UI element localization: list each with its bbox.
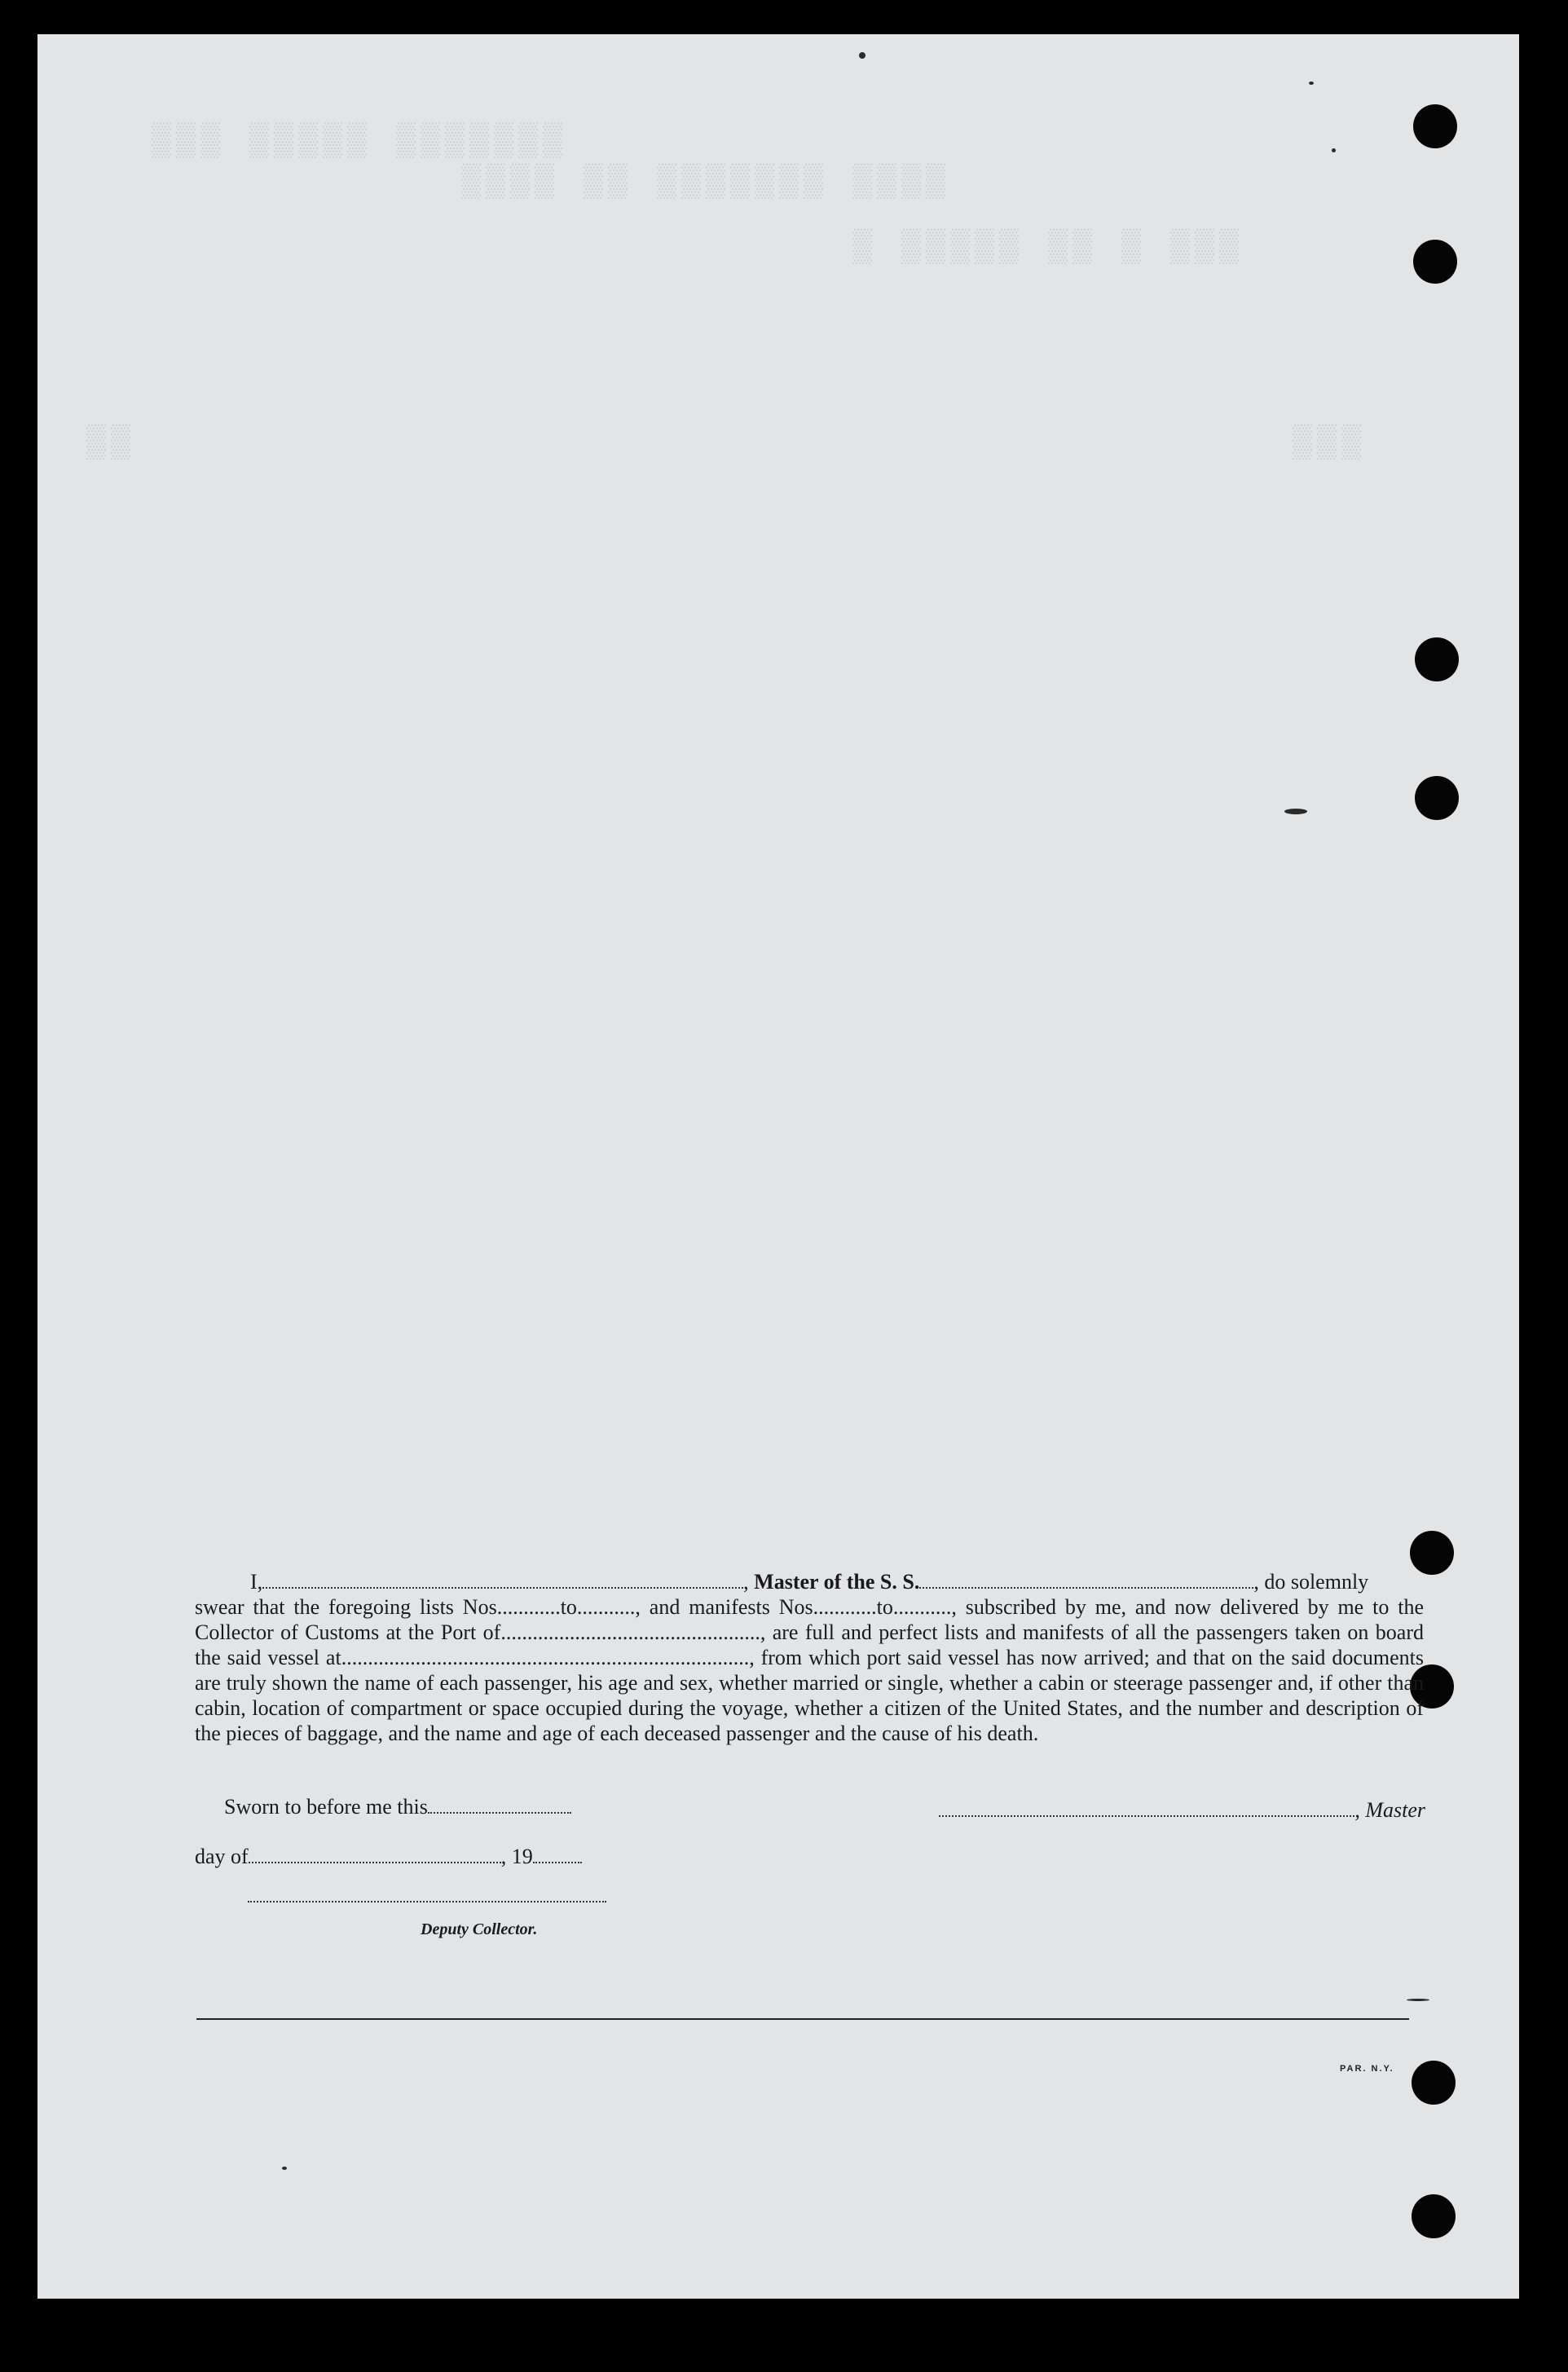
master-signature-label: Master bbox=[1365, 1798, 1425, 1822]
speck bbox=[282, 2167, 287, 2170]
deputy-collector-label: Deputy Collector. bbox=[421, 1920, 538, 1938]
master-oath-paragraph bbox=[195, 1569, 1424, 1746]
sworn-label: Sworn to before me this bbox=[224, 1795, 428, 1819]
sworn-before-me bbox=[224, 1795, 571, 1819]
bleed-through-mark: ▒▒▒▒ ▒▒ ▒▒▒▒▒▒▒ ▒▒▒▒ bbox=[461, 165, 951, 201]
oath-first-line bbox=[195, 1569, 1424, 1594]
bottom-rule bbox=[196, 2018, 1409, 2020]
speck bbox=[1284, 809, 1307, 814]
punch-hole bbox=[1415, 637, 1459, 681]
master-signature bbox=[939, 1798, 1425, 1823]
speck bbox=[1332, 148, 1336, 152]
year-prefix: , 19 bbox=[500, 1845, 533, 1868]
oath-comma: , bbox=[743, 1570, 755, 1594]
speck bbox=[859, 52, 865, 59]
oath-do-solemnly: , do solemnly bbox=[1253, 1570, 1369, 1594]
speck bbox=[1309, 82, 1314, 85]
oath-body-text: swear that the foregoing lists Nos............to..........., and manifests Nos............to..........., subscribed by me, and now delivered by me to the Collector of Customs at the Port of................................................., are full and perfect lists and manifests of all the passengers taken on board the said vessel at............................................................................., from which port said vessel has now arrived; and that on the said documents are truly shown the name of each passenger, his age and sex, whether married or single, whether a cabin or steerage passenger and, if other than cabin, location of compartment or space occupied during the voyage, whether a citizen of the United States, and the number and description of the pieces of baggage, and the name and age of each deceased passenger and the cause of his death. bbox=[195, 1595, 1424, 1745]
punch-hole bbox=[1412, 2061, 1456, 2105]
oath-master-of-label: Master of the S. S. bbox=[754, 1570, 920, 1594]
punch-hole bbox=[1415, 776, 1459, 820]
bleed-through-mark: ▒▒▒ bbox=[1293, 425, 1367, 462]
document-page bbox=[37, 34, 1519, 2299]
master-name-blank bbox=[262, 1571, 743, 1589]
year-blank bbox=[533, 1845, 582, 1863]
punch-hole bbox=[1413, 240, 1457, 284]
day-of-row bbox=[195, 1845, 582, 1869]
bleed-through-mark: ▒▒ bbox=[86, 425, 136, 462]
day-of-blank bbox=[249, 1845, 501, 1863]
bleed-through-mark: ▒▒▒ ▒▒▒▒▒ ▒▒▒▒▒▒▒ bbox=[152, 124, 568, 161]
master-signature-blank bbox=[939, 1799, 1354, 1817]
oath-i-label: I, bbox=[250, 1570, 263, 1594]
punch-hole bbox=[1413, 104, 1457, 148]
deputy-collector-signature-line bbox=[248, 1901, 606, 1902]
day-of-label: day of bbox=[195, 1845, 249, 1868]
vessel-name-blank bbox=[919, 1571, 1253, 1589]
sworn-date-blank bbox=[428, 1796, 571, 1814]
bleed-through-mark: ▒ ▒▒▒▒▒ ▒▒ ▒ ▒▒▒ bbox=[852, 230, 1244, 267]
speck bbox=[1407, 1999, 1429, 2001]
punch-hole bbox=[1412, 2194, 1456, 2238]
printer-mark: PAR. N.Y. bbox=[1340, 2064, 1394, 2074]
master-comma: , bbox=[1354, 1798, 1366, 1822]
punch-hole bbox=[1410, 1531, 1454, 1575]
